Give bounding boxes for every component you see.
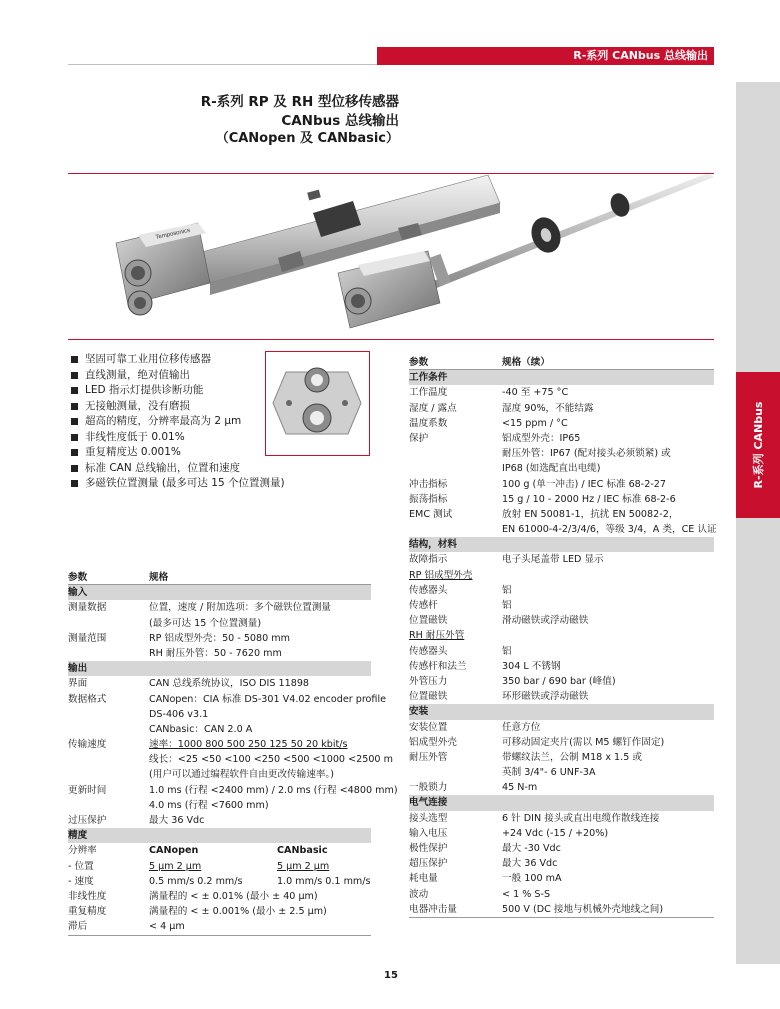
table-row — [68, 798, 371, 813]
row-value: RP 铝成型外壳：50 - 5080 mm — [149, 632, 290, 644]
row-value: 最大 -30 Vdc — [502, 843, 561, 854]
sensor-illustration — [68, 173, 714, 340]
table-row — [409, 416, 714, 431]
row-value: 电子头尾盖带 LED 显示 — [502, 554, 604, 566]
feature-item: 超高的精度，分辨率最高为 2 µm — [71, 414, 285, 430]
header-param: 参数 — [68, 572, 88, 583]
row-value: 铝 — [502, 645, 512, 657]
row-param: 波动 — [409, 888, 429, 900]
table-row — [409, 568, 714, 583]
connector-image — [265, 351, 370, 456]
row-param: 传感器头 — [409, 584, 448, 596]
row-param: 更新时间 — [68, 784, 107, 796]
row-param: 传感器头 — [409, 645, 448, 657]
table-header — [68, 570, 371, 585]
side-tab-label: R-系列 CANbus — [752, 401, 765, 489]
row-value: CANopen：CIA 标准 DS-301 V4.02 encoder profile — [149, 693, 387, 705]
row-param: 界面 — [68, 678, 88, 690]
feature-item: 坚固可靠工业用位移传感器 — [71, 352, 285, 368]
row-param: 铝成型外壳 — [409, 736, 457, 748]
page-number: 15 — [384, 970, 398, 981]
table-row — [409, 902, 714, 917]
title-line-2: CANbus 总线输出 — [281, 112, 399, 129]
table-row — [409, 492, 714, 507]
page-title — [201, 93, 399, 149]
row-value: 一般 100 mA — [502, 873, 562, 885]
table-row — [409, 811, 714, 826]
row-param: 分辨率 — [68, 845, 97, 857]
table-row — [68, 616, 371, 631]
row-param: 耐压外管 — [409, 751, 448, 763]
row-param: 工作温度 — [409, 387, 448, 399]
feature-item: 直线测量，绝对值输出 — [71, 368, 285, 384]
table-row — [68, 859, 371, 874]
table-row — [409, 689, 714, 704]
table-row — [409, 750, 714, 765]
table-row — [68, 783, 398, 798]
table-row — [409, 461, 714, 476]
row-param: EMC 测试 — [409, 508, 453, 520]
table-header — [409, 355, 714, 370]
table-row — [409, 613, 714, 628]
row-value: 环形磁铁或浮动磁铁 — [502, 691, 589, 703]
row-param: 传感杆 — [409, 600, 438, 611]
section-header: 结构，材料 — [409, 537, 714, 552]
row-param: 过压保护 — [68, 815, 107, 826]
photo-bottom-rule — [68, 339, 714, 340]
table-row — [68, 646, 371, 661]
header-spec: 规格 — [149, 572, 169, 583]
feature-item: 重复精度达 0.001% — [71, 445, 285, 461]
connector-icon — [266, 352, 368, 454]
row-param: 滞后 — [68, 921, 88, 933]
table-row — [68, 631, 371, 646]
row-param: 接头选型 — [409, 812, 448, 824]
row-value-alt: 1.0 mm/s 0.1 mm/s — [277, 875, 371, 887]
section-header: 精度 — [68, 828, 371, 843]
table-row — [409, 841, 714, 856]
row-param: 振荡指标 — [409, 493, 448, 505]
title-line-1: R-系列 RP 及 RH 型位移传感器 — [200, 94, 399, 110]
row-value-alt: 5 µm 2 µm — [277, 860, 330, 872]
row-param: 安装位置 — [409, 721, 448, 733]
table-row — [68, 904, 371, 919]
row-value: (用户可以通过编程软件自由更改传输速率。) — [149, 769, 334, 781]
row-value: 6 针 DIN 接头或直出电缆作散线连接 — [502, 812, 660, 824]
feature-list — [71, 352, 285, 492]
row-value: CAN 总线系统协议，ISO DIS 11898 — [149, 678, 310, 690]
table-row — [68, 874, 371, 889]
section-header: 输出 — [68, 661, 371, 676]
row-param: 极性保护 — [409, 843, 448, 854]
row-value: CANopen — [149, 845, 199, 857]
row-value: <15 ppm / °C — [502, 417, 568, 429]
table-row — [409, 826, 714, 841]
row-param: 位置磁铁 — [409, 615, 448, 627]
row-value: -40 至 +75 °C — [502, 387, 569, 399]
table-row — [409, 887, 714, 902]
brand-label: Temposonics — [155, 227, 191, 241]
row-param: 非线性度 — [68, 890, 107, 902]
table-row — [409, 507, 714, 522]
row-value: 可移动固定夹片(需以 M5 螺钉作固定) — [502, 736, 665, 748]
row-param: 温度系数 — [409, 417, 448, 429]
row-param: 传输速度 — [68, 739, 107, 751]
section-header: 输入 — [68, 585, 371, 600]
spec-table-right — [409, 355, 717, 918]
row-value: 45 N-m — [502, 782, 538, 794]
table-row — [409, 856, 714, 871]
row-param: 超压保护 — [409, 858, 448, 870]
row-param: 测量范围 — [68, 632, 107, 644]
table-row — [68, 919, 371, 934]
row-value: 放射 EN 50081-1，抗扰 EN 50082-2， — [502, 508, 679, 520]
table-row — [68, 767, 371, 782]
header-band: R-系列 CANbus 总线输出 — [377, 47, 714, 65]
row-value: EN 61000-4-2/3/4/6，等级 3/4，A 类，CE 认证 — [502, 524, 717, 536]
row-param: 耗电量 — [409, 873, 438, 885]
table-row — [409, 720, 714, 735]
feature-item: LED 指示灯提供诊断功能 — [71, 383, 285, 399]
row-value: 350 bar / 690 bar (峰值) — [502, 675, 616, 687]
table-row — [409, 446, 714, 461]
row-value: 5 µm 2 µm — [149, 860, 202, 872]
row-value: 线长：<25 <50 <100 <250 <500 <1000 <2500 m — [149, 754, 393, 766]
table-row — [409, 674, 714, 689]
row-param: 测量数据 — [68, 602, 107, 614]
table-row — [68, 676, 371, 691]
table-row — [409, 552, 714, 567]
table-row — [68, 600, 371, 615]
row-value: 耐压外管：IP67 (配对接头必须锁紧) 或 — [502, 448, 671, 460]
table-row — [409, 735, 714, 750]
table-row — [68, 843, 371, 858]
feature-item: 非线性度低于 0.01% — [71, 430, 285, 446]
row-value: IP68 (如选配直出电缆) — [502, 463, 601, 475]
row-value: DS-406 v3.1 — [149, 708, 209, 720]
row-value: 带螺纹法兰，公制 M18 x 1.5 或 — [502, 751, 642, 763]
table-row — [409, 598, 714, 613]
photo-top-rule — [68, 173, 714, 174]
table-row — [409, 385, 714, 400]
row-param: 湿度 / 露点 — [409, 402, 457, 414]
product-photo — [68, 173, 714, 340]
row-value: 最大 36 Vdc — [502, 858, 558, 870]
table-end-rule — [409, 917, 714, 918]
title-line-3: （CANopen 及 CANbasic） — [215, 131, 399, 146]
row-param: 传感杆和法兰 — [409, 660, 467, 672]
row-value: 英制 3/4"- 6 UNF-3A — [502, 767, 596, 779]
row-param: RP 铝成型外壳 — [409, 569, 473, 581]
row-value: 满量程的 < ± 0.01% (最小 ± 40 µm) — [149, 890, 318, 902]
row-param: 电器冲击量 — [409, 903, 457, 915]
row-value: 4.0 ms (行程 <7600 mm) — [149, 799, 269, 811]
table-row — [409, 780, 714, 795]
row-value: +24 Vdc (-15 / +20%) — [502, 827, 609, 839]
row-value: < 4 µm — [149, 921, 185, 933]
row-value: RH 耐压外管：50 - 7620 mm — [149, 647, 282, 659]
row-param: 冲击指标 — [409, 478, 448, 490]
row-value: < 1 % S-S — [502, 888, 551, 900]
row-param: - 位置 — [68, 860, 94, 872]
feature-item: 多磁铁位置测量 (最多可达 15 个位置测量) — [71, 476, 285, 492]
table-row — [409, 871, 714, 886]
table-row — [68, 813, 371, 828]
table-row — [68, 707, 371, 722]
row-value: CANbasic：CAN 2.0 A — [149, 723, 253, 735]
section-header: 安装 — [409, 704, 714, 719]
table-row — [68, 889, 371, 904]
row-value: 500 V (DC 接地与机械外壳地线之间) — [502, 903, 664, 915]
row-value: 任意方位 — [502, 721, 541, 733]
section-header: 电气连接 — [409, 795, 714, 810]
table-end-rule — [68, 935, 371, 936]
table-row — [409, 477, 714, 492]
row-param: 一般锁力 — [409, 782, 448, 794]
row-param: 数据格式 — [68, 693, 107, 705]
row-value: 满量程的 < ± 0.001% (最小 ± 2.5 µm) — [149, 906, 327, 918]
table-row — [409, 431, 714, 446]
table-row — [68, 722, 371, 737]
row-param: 故障指示 — [409, 554, 448, 566]
feature-item: 标准 CAN 总线输出，位置和速度 — [71, 461, 285, 477]
table-row — [409, 522, 717, 537]
row-value: (最多可达 15 个位置测量) — [149, 617, 262, 629]
row-value: 铝 — [502, 600, 512, 611]
header-param: 参数 — [409, 357, 429, 368]
row-value: 铝成型外壳：IP65 — [502, 432, 581, 444]
table-row — [68, 752, 393, 767]
row-value: 1.0 ms (行程 <2400 mm) / 2.0 ms (行程 <4800 mm) — [149, 784, 398, 796]
row-param: 外管压力 — [409, 675, 448, 687]
row-value: 滑动磁铁或浮动磁铁 — [502, 615, 589, 627]
row-value: 15 g / 10 - 2000 Hz / IEC 标准 68-2-6 — [502, 493, 676, 505]
table-row — [68, 692, 387, 707]
row-param: 重复精度 — [68, 906, 107, 918]
section-header: 工作条件 — [409, 370, 714, 385]
table-row — [409, 583, 714, 598]
table-row — [409, 644, 714, 659]
side-tab-grey — [736, 82, 780, 964]
table-row — [68, 737, 371, 752]
feature-item: 无接触测量，没有磨损 — [71, 399, 285, 415]
row-value-alt: CANbasic — [277, 845, 328, 857]
row-value: 位置，速度 / 附加选项：多个磁铁位置测量 — [149, 602, 332, 614]
row-value: 304 L 不锈钢 — [502, 660, 561, 672]
row-value: 最大 36 Vdc — [149, 815, 205, 826]
table-row — [409, 765, 714, 780]
row-value: 100 g (单一冲击) / IEC 标准 68-2-27 — [502, 478, 667, 490]
row-param: 保护 — [409, 432, 429, 444]
table-row — [409, 628, 714, 643]
table-row — [409, 659, 714, 674]
spec-table-left — [68, 570, 398, 936]
row-value: 湿度 90%，不能结露 — [502, 402, 594, 414]
row-value: 铝 — [502, 584, 512, 596]
row-param: 输入电压 — [409, 827, 448, 839]
row-param: 位置磁铁 — [409, 691, 448, 703]
row-param: RH 耐压外管 — [409, 630, 465, 642]
row-value: 速率：1000 800 500 250 125 50 20 kbit/s — [149, 739, 348, 751]
table-row — [409, 401, 714, 416]
header-spec: 规格（续） — [502, 357, 550, 368]
row-param: - 速度 — [68, 875, 94, 887]
row-value: 0.5 mm/s 0.2 mm/s — [149, 875, 243, 887]
